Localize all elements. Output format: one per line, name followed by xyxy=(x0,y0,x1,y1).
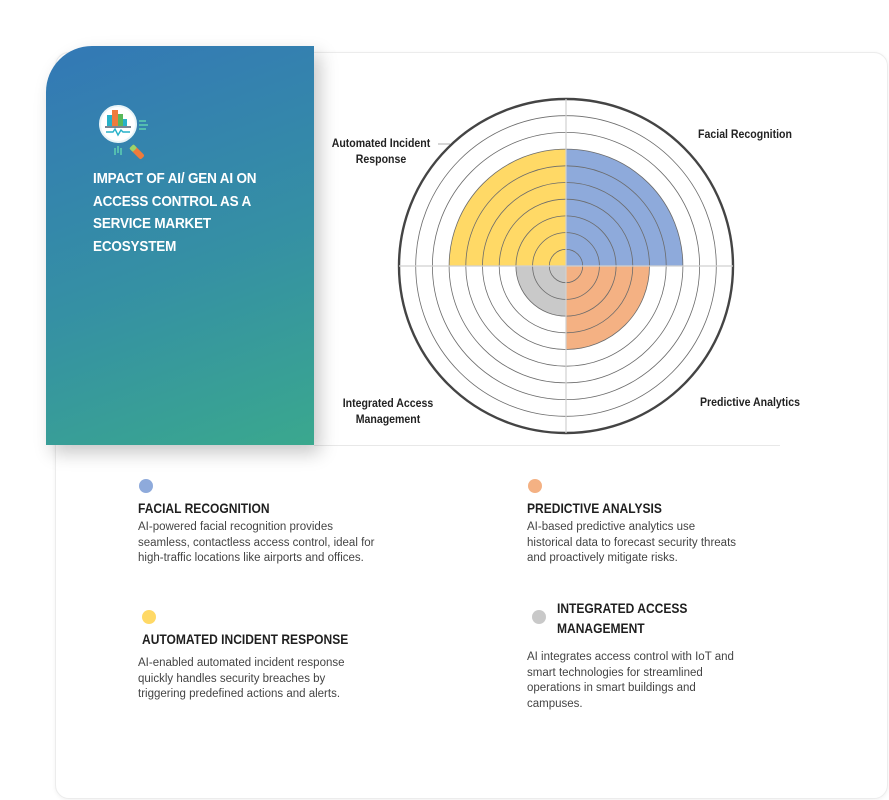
label-facial-recognition: Facial Recognition xyxy=(698,127,792,141)
analytics-magnifier-icon xyxy=(94,100,164,166)
divider xyxy=(314,445,780,446)
facial-recognition-dot-icon xyxy=(139,479,153,493)
legend-title-line1: INTEGRATED ACCESS xyxy=(557,600,688,616)
legend-description: AI integrates access control with IoT and smart technologies for streamlined operations in smart buildings and campuses. xyxy=(527,651,734,710)
predictive-analysis-dot-icon xyxy=(528,479,542,493)
legend-description: AI-powered facial recognition provides seamless, contactless access control, ideal for high-traffic locations like airports and offices. xyxy=(138,521,375,564)
chart-canvas xyxy=(390,90,742,442)
polar-segment-automated-incident-response xyxy=(449,149,566,266)
legend-title-line2: MANAGEMENT xyxy=(557,620,645,636)
legend-description: AI-based predictive analytics use historical data to forecast security threats and proactively mitigate risks. xyxy=(527,521,737,564)
legend-description: AI-enabled automated incident response quickly handles security breaches by triggering predefined actions and alerts. xyxy=(138,657,345,700)
label-predictive-analytics: Predictive Analytics xyxy=(700,395,800,409)
automated-incident-response-dot-icon xyxy=(142,610,156,624)
hero-title: IMPACT OF AI/ GEN AI ON ACCESS CONTROL AS A SERVICE MARKET ECOSYSTEM xyxy=(93,170,257,255)
legend-title: PREDICTIVE ANALYSIS xyxy=(527,500,662,516)
legend-title: FACIAL RECOGNITION xyxy=(138,500,270,516)
label-integrated-access-management: Integrated Access Management xyxy=(342,396,434,426)
polar-segment-facial-recognition xyxy=(566,149,683,266)
polar-segment-integrated-access-management xyxy=(516,266,566,316)
polar-area-chart xyxy=(390,90,742,442)
label-automated-incident-response: Automated Incident Response xyxy=(331,136,431,166)
hero-panel xyxy=(46,46,314,445)
integrated-access-management-dot-icon xyxy=(532,610,546,624)
legend-title: AUTOMATED INCIDENT RESPONSE xyxy=(142,631,349,647)
